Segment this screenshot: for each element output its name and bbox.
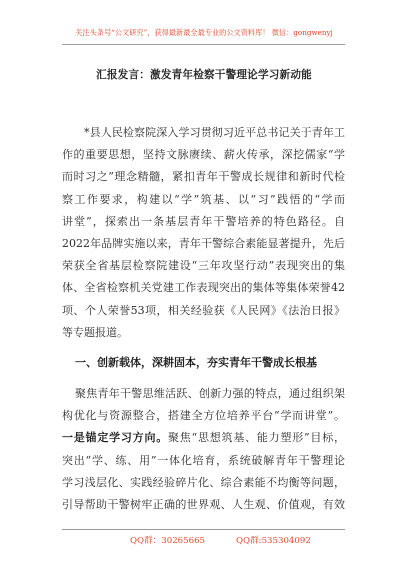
paragraph-line: 作的重要思想，坚持文脉赓续、薪火传承，深挖儒家“学 [62,148,345,162]
header-divider [62,44,345,45]
paragraph-line: 察工作要求，构建以“学”筑基、以“习”践悟的“学而 [62,192,345,206]
paragraph-line: 体、全省检察机关党建工作表现突出的集体等集体荣誉42 [62,281,345,295]
footer-qq-group-2: QQ群:535304092 [236,536,311,546]
footer-divider [62,529,345,530]
document-title: 汇报发言：激发青年检察干警理论学习新动能 [96,69,312,81]
section-heading: 一、创新载体，深耕固本，夯实青年干警成长根基 [75,356,317,369]
line-text: 聚焦“思想筑基、能力塑形”目标， [168,431,345,445]
paragraph-line [62,383,345,405]
paragraph-line: 荣获全省基层检察院建设“三年攻坚行动”表现突出的集 [62,259,345,273]
paragraph-1 [62,122,345,344]
line-text: 学习浅层化、实践经验碎片化、综合素能不均衡等问题， [62,475,345,489]
line-text: 引导帮助干警树牢正确的世界观、人生观、价值观，有效 [62,497,345,511]
line-text: 聚焦青年干警思维活跃、创新力强的特点，通过组织架 [75,387,345,400]
paragraph-line [62,450,345,472]
paragraph-line: 而时习之”理念精髓，紧扣青年干警成长规律和新时代检 [62,170,345,184]
paragraph-line: *县人民检察院深入学习贯彻习近平总书记关于青年工 [84,126,345,139]
paragraph-line: 2022年品牌实施以来，青年干警综合素能显著提升，先后 [62,236,345,250]
paragraph-line [62,494,345,516]
paragraph-line: 讲堂”，探索出一条基层青年干警培养的特色路径。自 [62,214,345,228]
point-lead-bold: 一是锚定学习方向。 [62,431,169,445]
paragraph-line [62,405,345,427]
paragraph-2 [62,383,345,516]
footer-qq-group-1: QQ群：30265665 [130,536,206,546]
line-text: 构优化与资源整合，搭建全方位培养平台“学而讲堂”。 [62,409,345,423]
paragraph-line: 等专题报道。 [62,325,128,339]
paragraph-line: 项、个人荣誉53项，相关经验获《人民网》《法治日报》 [62,303,345,317]
paragraph-line [62,472,345,494]
line-text: 突出“学、练、用”一体化培育，系统破解青年干警理论 [62,453,345,467]
header-banner: 关注头条号“公文研究”，获得最新最全最专业的公文资料库！ 微信：gongwenyj [75,28,333,37]
paragraph-line [62,427,345,449]
